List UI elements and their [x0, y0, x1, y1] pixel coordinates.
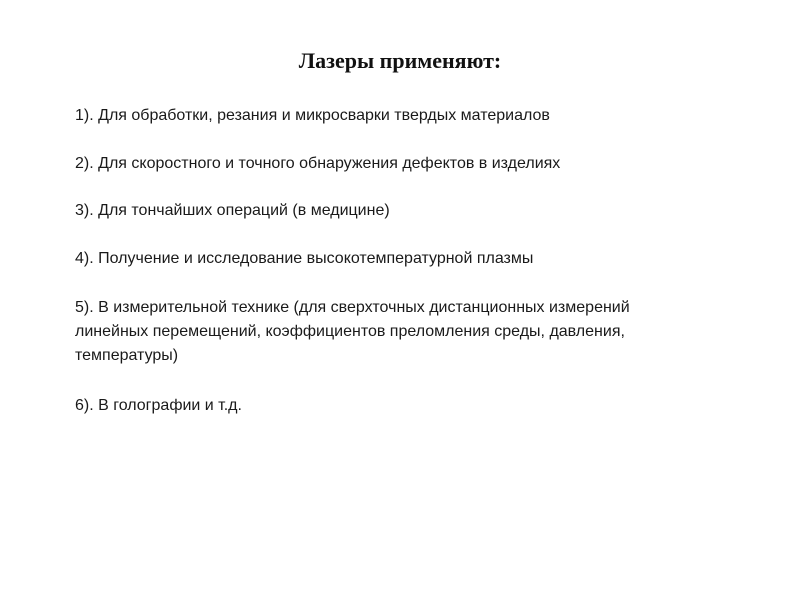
list-item-text: 2). Для скоростного и точного обнаружения дефектов в изделиях: [75, 155, 561, 172]
list-item-text: 4). Получение и исследование высокотемпературной плазмы: [75, 250, 534, 267]
list-item: [75, 104, 787, 128]
list-item-text: 6). В голографии и т.д.: [75, 397, 242, 414]
list-item: [75, 394, 787, 418]
list-item-text-line-3: температуры): [75, 347, 179, 364]
list-item: [75, 199, 787, 223]
list-item-text: 1). Для обработки, резания и микросварки твердых материалов: [75, 107, 550, 124]
list-item-text-line-2: линейных перемещений, коэффициентов преломления среды, давления,: [75, 323, 625, 340]
list-item-text-line-1: 5). В измерительной технике (для сверхточных дистанционных измерений: [75, 299, 630, 316]
list-item: [75, 296, 787, 368]
list-item-text: 3). Для тончайших операций (в медицине): [75, 202, 390, 219]
list-item: [75, 247, 787, 271]
slide-title: Лазеры применяют:: [298, 48, 502, 73]
list-item: [75, 152, 787, 176]
